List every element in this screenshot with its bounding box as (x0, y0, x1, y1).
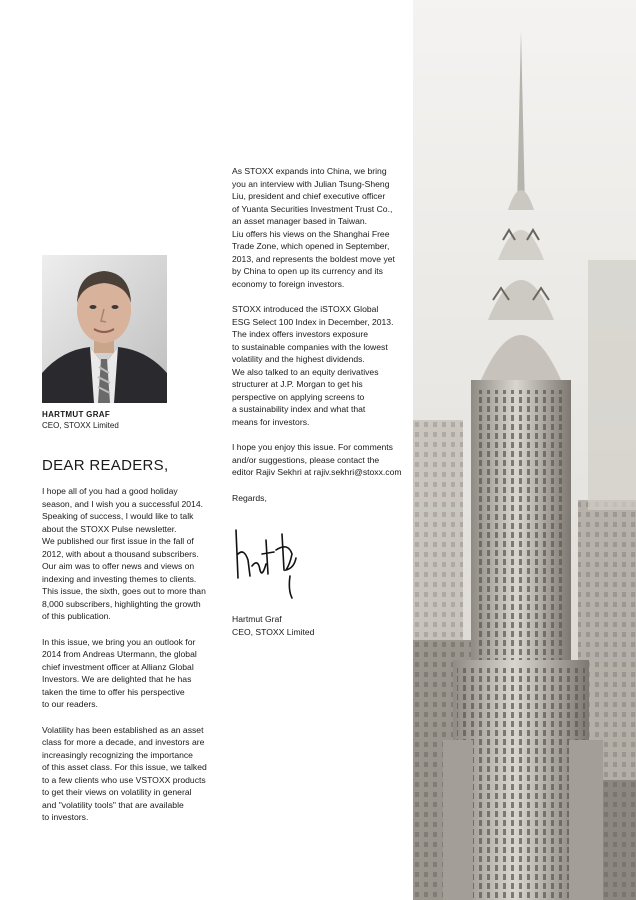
regards-text: Regards, (232, 492, 267, 503)
paragraph: As STOXX expands into China, we bring you an interview with Julian Tsung-Sheng Liu, president and chief executive officer of Yuanta Securities Investment Trust Co., an asset manager based in Taiwan. Liu offers his views on the Shanghai Free Trade Zone, which opened in September, 2013, and represents the boldest move yet by China to open up its currency and its economy to foreign investors. (232, 166, 395, 289)
letter-column-left (42, 485, 220, 837)
closing-role: CEO, STOXX Limited (232, 627, 315, 637)
letter-heading: DEAR READERS, (42, 457, 169, 474)
signature-image (232, 520, 312, 600)
paragraph: I hope you enjoy this issue. For comments and/or suggestions, please contact the editor Rajiv Sekhri at rajiv.sekhri@stoxx.com (232, 442, 402, 477)
paragraph: In this issue, we bring you an outlook for 2014 from Andreas Utermann, the global chief investment officer at Allianz Global Investors. We are delighted that he has taken the time to offer his perspective to our readers. (42, 636, 197, 709)
paragraph: STOXX introduced the iSTOXX Global ESG Select 100 Index in December, 2013. The index offers investors exposure to sustainable companies with the lowest volatility and the highest dividends. We also talked to an equity derivatives structurer at J.P. Morgan to get his perspective on applying screens to a sustainability index and what that means for investors. (232, 304, 394, 427)
author-portrait (42, 255, 167, 403)
letter-column-middle (232, 165, 410, 517)
paragraph: Volatility has been established as an asset class for more a decade, and investors are increasingly recognizing the importance of this asset class. For this issue, we talked to a few clients who use VSTOXX products to get their views on volatility in general and "volatility tools" that are available to investors. (42, 724, 207, 822)
paragraph: I hope all of you had a good holiday season, and I wish you a successful 2014. Speaking of success, I would like to talk about the STOXX Pulse newsletter. We published our first issue in the fall of 2012, with about a thousand subscribers. Our aim was to offer news and views on indexing and investing themes to clients. This issue, the sixth, goes out to more than 8,000 subscribers, highlighting the growth of this publication. (42, 486, 206, 621)
skyscraper-photo (413, 0, 636, 900)
closing-name: Hartmut Graf (232, 614, 282, 624)
author-role: CEO, STOXX Limited (42, 421, 119, 430)
author-name: HARTMUT GRAF (42, 410, 111, 419)
